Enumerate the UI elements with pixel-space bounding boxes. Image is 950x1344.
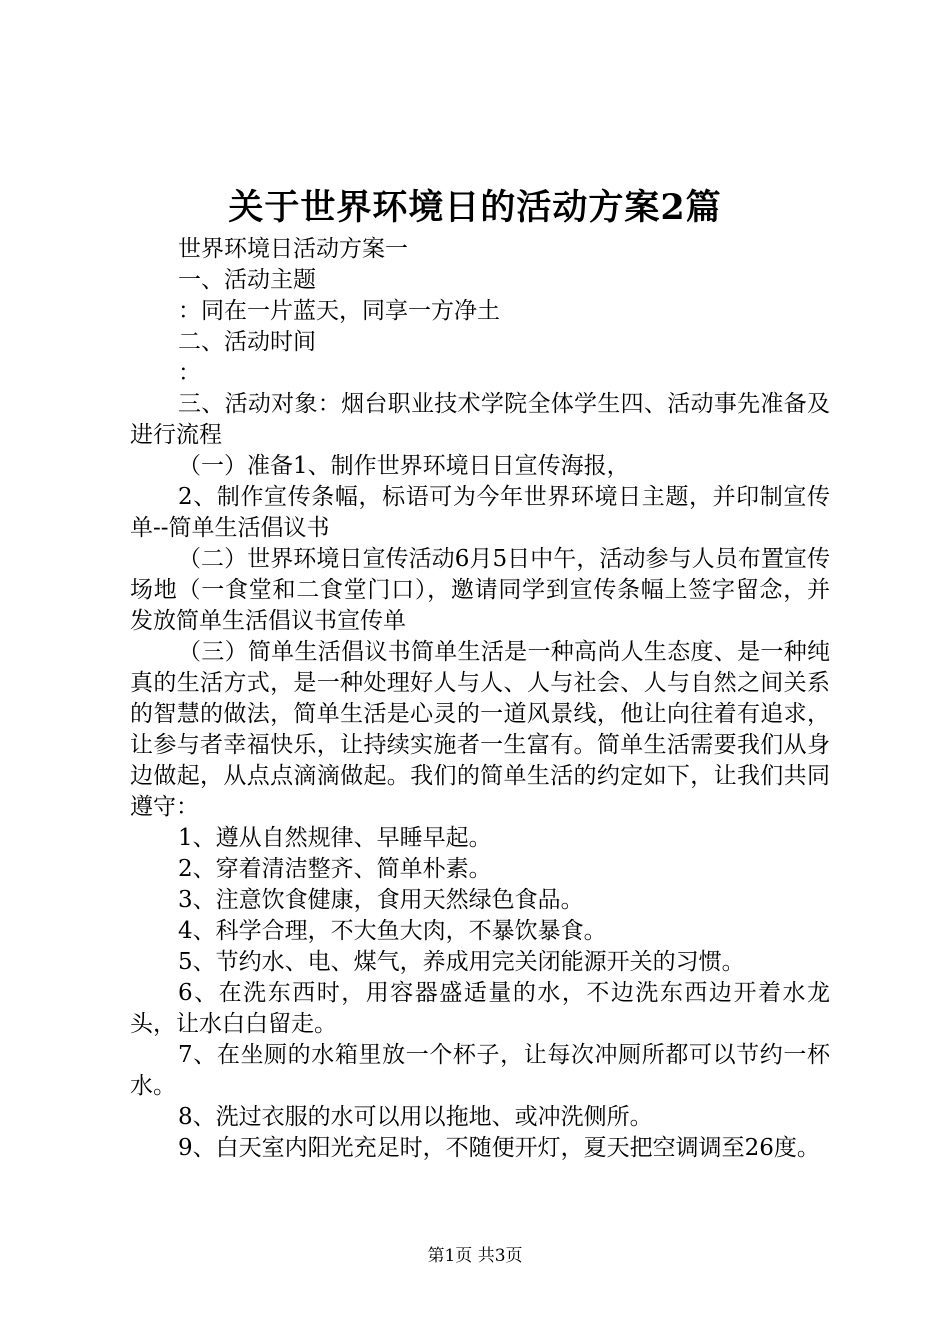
- list-item: 4、科学合理，不大鱼大肉，不暴饮暴食。: [178, 918, 607, 944]
- list-item: 5、节约水、电、煤气，养成用完关闭能源开关的习惯。: [178, 949, 745, 975]
- list-item: 1、遵从自然规律、早睡早起。: [178, 825, 492, 851]
- paragraph: 三、活动对象：烟台职业技术学院全体学生四、活动事先准备及进行流程: [130, 391, 830, 448]
- paragraph: 一、活动主题: [178, 267, 316, 293]
- paragraph: 世界环境日活动方案一: [178, 236, 408, 262]
- paragraph: 2、制作宣传条幅，标语可为今年世界环境日主题，并印制宣传单--简单生活倡议书: [130, 484, 830, 541]
- document-body: [130, 234, 830, 1164]
- paragraph: ：: [178, 360, 201, 386]
- paragraph: ：同在一片蓝天，同享一方净土: [178, 298, 500, 324]
- list-item: 3、注意饮食健康，食用天然绿色食品。: [178, 887, 584, 913]
- document-title: 关于世界环境日的活动方案2篇: [228, 187, 722, 228]
- list-item: 7、在坐厕的水箱里放一个杯子，让每次冲厕所都可以节约一杯水。: [130, 1042, 830, 1099]
- list-item: 6、在洗东西时，用容器盛适量的水，不边洗东西边开着水龙头，让水白白留走。: [130, 980, 830, 1037]
- list-item: 2、穿着清洁整齐、简单朴素。: [178, 856, 492, 882]
- paragraph: （三）简单生活倡议书简单生活是一种高尚人生态度、是一种纯真的生活方式，是一种处理好人与人、人与社会、人与自然之间关系的智慧的做法，简单生活是心灵的一道风景线，他让向往着有追求，让参与者幸福快乐，让持续实施者一生富有。简单生活需要我们从身边做起，从点点滴滴做起。我们的简单生活的约定如下，让我们共同遵守：: [130, 639, 830, 820]
- page-footer: 第1页 共3页: [427, 1246, 523, 1266]
- paragraph: 二、活动时间: [178, 329, 316, 355]
- paragraph: （一）准备1、制作世界环境日日宣传海报，: [178, 453, 630, 479]
- list-item: 9、白天室内阳光充足时，不随便开灯，夏天把空调调至26度。: [178, 1135, 820, 1161]
- list-item: 8、洗过衣服的水可以用以拖地、或冲洗侧所。: [178, 1104, 653, 1130]
- paragraph: （二）世界环境日宣传活动6月5日中午，活动参与人员布置宣传场地（一食堂和二食堂门口），邀请同学到宣传条幅上签字留念，并发放简单生活倡议书宣传单: [130, 546, 830, 634]
